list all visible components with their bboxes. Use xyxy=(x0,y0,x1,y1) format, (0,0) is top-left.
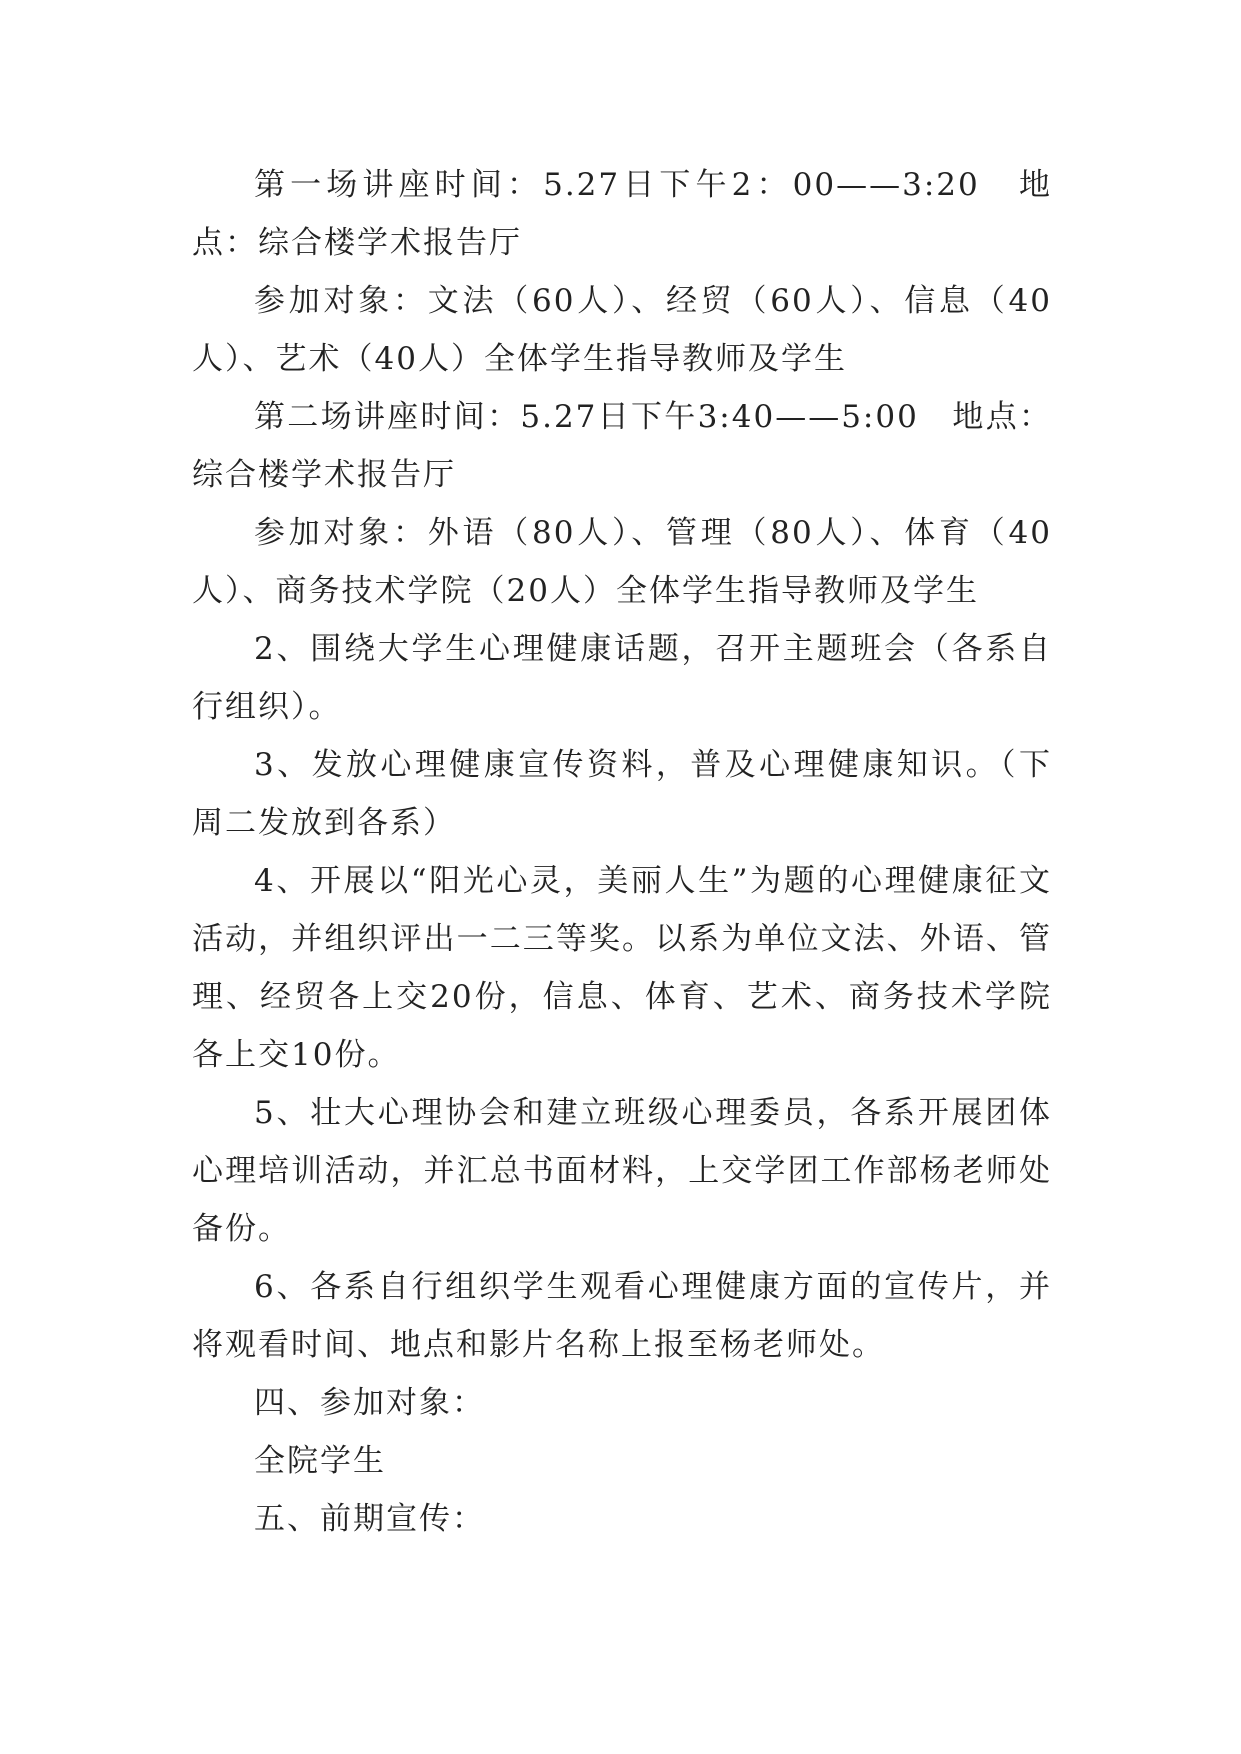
section-heading-participants: 四、参加对象： xyxy=(254,1385,485,1421)
paragraph-item-6: 6、各系自行组织学生观看心理健康方面的宣传片，并将观看时间、地点和影片名称上报至杨老师处。 xyxy=(192,1269,1052,1363)
paragraph-lecture-2-time: 第二场讲座时间：5.27日下午3:40——5:00 地点：综合楼学术报告厅 xyxy=(192,399,1052,493)
paragraph-item-4: 4、开展以“阳光心灵，美丽人生”为题的心理健康征文活动，并组织评出一二三等奖。以系为单位文法、外语、管理、经贸各上交20份，信息、体育、艺术、商务技术学院各上交10份。 xyxy=(192,863,1052,1073)
document-body xyxy=(192,156,1052,1548)
paragraph-lecture-1-audience: 参加对象：文法（60人）、经贸（60人）、信息（40人）、艺术（40人）全体学生指导教师及学生 xyxy=(192,283,1052,377)
paragraph-lecture-2-audience: 参加对象：外语（80人）、管理（80人）、体育（40人）、商务技术学院（20人）全体学生指导教师及学生 xyxy=(192,515,1052,609)
paragraph-lecture-1-time: 第一场讲座时间：5.27日下午2：00——3:20 地点：综合楼学术报告厅 xyxy=(192,167,1052,261)
paragraph-item-3: 3、发放心理健康宣传资料，普及心理健康知识。（下周二发放到各系） xyxy=(192,747,1052,841)
paragraph-item-5: 5、壮大心理协会和建立班级心理委员，各系开展团体心理培训活动，并汇总书面材料，上交学团工作部杨老师处备份。 xyxy=(192,1095,1052,1247)
section-heading-promotion: 五、前期宣传： xyxy=(254,1501,485,1537)
paragraph-item-2: 2、围绕大学生心理健康话题，召开主题班会（各系自行组织）。 xyxy=(192,631,1052,725)
paragraph-participants: 全院学生 xyxy=(254,1443,386,1479)
